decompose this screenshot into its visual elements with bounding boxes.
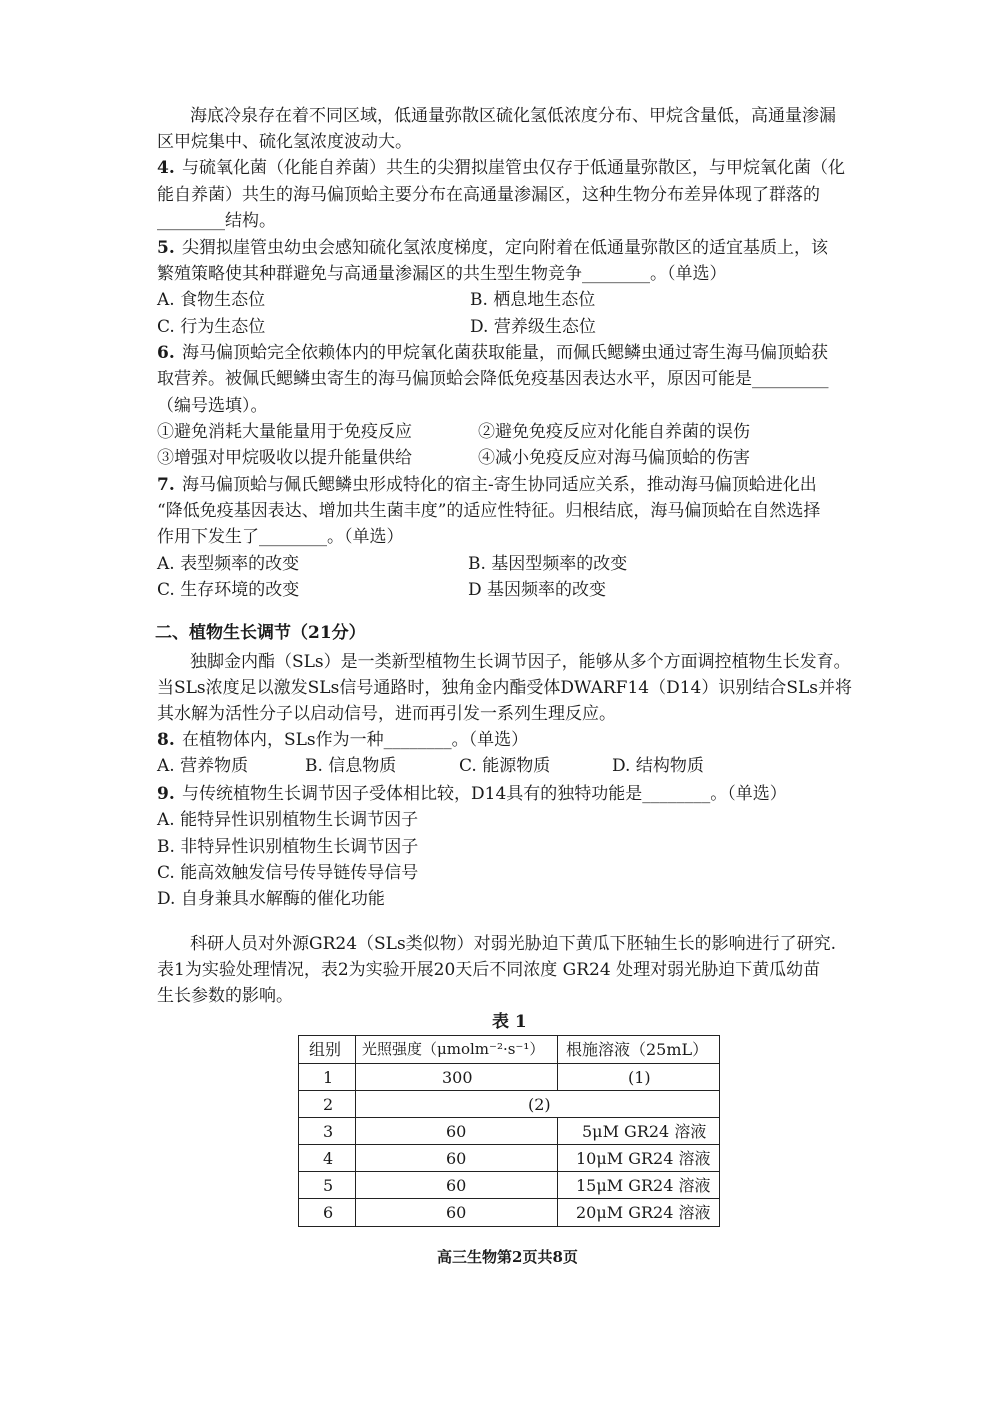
q5-option-d: D. 营养级生态位 [470, 317, 596, 337]
table-cell [298, 1198, 356, 1227]
q8-option-c: C. 能源物质 [459, 756, 551, 776]
table-cell [298, 1144, 356, 1172]
q4-line-1: 与硫氧化菌（化能自养菌）共生的尖猬拟崖管虫仅存于低通量弥散区，与甲烷氧化菌（化 [182, 158, 845, 178]
table-row-1-solution: (1) [628, 1068, 651, 1087]
table-cell [355, 1144, 558, 1172]
q6-number: 6. [157, 343, 175, 363]
experiment-line-2: 表1为实验处理情况，表2为实验开展20天后不同浓度 GR24 处理对弱光胁迫下黄瓜幼苗 [157, 960, 821, 980]
q6-option-4: ④减小免疫反应对海马偏顶蛤的伤害 [478, 448, 750, 468]
q4-number: 4. [157, 158, 175, 178]
q7-option-a: A. 表型频率的改变 [157, 554, 300, 574]
q7-option-c: C. 生存环境的改变 [157, 580, 300, 600]
section-2-heading: 二、植物生长调节（21分） [155, 623, 366, 643]
table-cell [298, 1063, 356, 1091]
intro-line-1: 海底冷泉存在着不同区域，低通量弥散区硫化氢低浓度分布、甲烷含量低，高通量渗漏 [190, 106, 836, 126]
intro-line-2: 区甲烷集中、硫化氢浓度波动大。 [157, 132, 412, 152]
table-row-1-light: 300 [442, 1068, 473, 1087]
q6-option-1: ①避免消耗大量能量用于免疫反应 [157, 422, 412, 442]
table-cell [355, 1198, 558, 1227]
table-header-cell [557, 1035, 720, 1064]
q8-text: 在植物体内，SLs作为一种________。（单选） [182, 730, 529, 750]
table-row-5-group: 5 [323, 1176, 334, 1195]
q5-option-a: A. 食物生态位 [157, 290, 266, 310]
q8-option-b: B. 信息物质 [305, 756, 397, 776]
q7-option-b: B. 基因型频率的改变 [468, 554, 628, 574]
q9-number: 9. [157, 784, 175, 804]
table-row-3-light: 60 [446, 1122, 467, 1141]
table-row-2-group: 2 [323, 1095, 334, 1114]
table-row-6-solution: 20μM GR24 溶液 [576, 1203, 711, 1222]
q6-line-1: 海马偏顶蛤完全依赖体内的甲烷氧化菌获取能量，而佩氏鳃鳞虫通过寄生海马偏顶蛤获 [182, 343, 828, 363]
table-row-5-solution: 15μM GR24 溶液 [576, 1176, 711, 1195]
table-row-4-light: 60 [446, 1149, 467, 1168]
section-2-line-2: 当SLs浓度足以激发SLs信号通路时，独角金内酯受体DWARF14（D14）识别结合SLs并将 [157, 678, 852, 698]
page-footer: 高三生物第2页共8页 [437, 1248, 578, 1266]
q9-option-b: B. 非特异性识别植物生长调节因子 [157, 837, 419, 857]
q8-option-a: A. 营养物质 [157, 756, 249, 776]
table-row-1-group: 1 [323, 1068, 334, 1087]
experiment-line-3: 生长参数的影响。 [157, 986, 293, 1006]
table-cell [557, 1063, 720, 1091]
section-2-line-3: 其水解为活性分子以启动信号，进而再引发一系列生理反应。 [157, 704, 616, 724]
q5-number: 5. [157, 238, 175, 258]
experiment-line-1: 科研人员对外源GR24（SLs类似物）对弱光胁迫下黄瓜下胚轴生长的影响进行了研究. [190, 934, 837, 954]
table-row-6-light: 60 [446, 1203, 467, 1222]
q9-option-a: A. 能特异性识别植物生长调节因子 [157, 810, 419, 830]
q5-option-b: B. 栖息地生态位 [470, 290, 596, 310]
table-header-solution: 根施溶液（25mL） [566, 1040, 709, 1059]
table-row-3-group: 3 [323, 1122, 334, 1141]
section-2-line-1: 独脚金内酯（SLs）是一类新型植物生长调节因子，能够从多个方面调控植物生长发育。 [190, 652, 851, 672]
q5-line-2: 繁殖策略使其种群避免与高通量渗漏区的共生型生物竞争________。（单选） [157, 264, 727, 284]
q5-option-c: C. 行为生态位 [157, 317, 266, 337]
table-merged-cell [355, 1090, 720, 1118]
table-header-group: 组别 [309, 1040, 342, 1059]
q7-line-3: 作用下发生了________。（单选） [157, 527, 404, 547]
q9-text: 与传统植物生长调节因子受体相比较，D14具有的独特功能是________。（单选） [182, 784, 787, 804]
table-cell [298, 1171, 356, 1199]
table-header-cell [355, 1035, 558, 1064]
table-header-cell [298, 1035, 356, 1064]
table-row-6-group: 6 [323, 1203, 334, 1222]
q6-line-3: （编号选填）。 [157, 396, 268, 416]
table-row-2-merged: (2) [528, 1095, 551, 1114]
q9-option-c: C. 能高效触发信号传导链传导信号 [157, 863, 419, 883]
q4-line-3: ________结构。 [157, 211, 276, 231]
q7-number: 7. [157, 475, 175, 495]
table-cell [298, 1090, 356, 1118]
q7-option-d: D 基因频率的改变 [468, 580, 607, 600]
table-row-4-solution: 10μM GR24 溶液 [576, 1149, 711, 1168]
table-row-5-light: 60 [446, 1176, 467, 1195]
q6-option-2: ②避免免疫反应对化能自养菌的误伤 [478, 422, 750, 442]
table-row-3-solution: 5μM GR24 溶液 [582, 1122, 707, 1141]
table-cell [355, 1171, 558, 1199]
table-cell [557, 1117, 720, 1145]
q8-number: 8. [157, 730, 175, 750]
table-cell [355, 1117, 558, 1145]
table-row-4-group: 4 [323, 1149, 334, 1168]
table-cell [355, 1063, 558, 1091]
table-cell [557, 1198, 720, 1227]
table-header-light: 光照强度（μmolm⁻²·s⁻¹） [362, 1040, 545, 1058]
q6-option-3: ③增强对甲烷吸收以提升能量供给 [157, 448, 412, 468]
q4-line-2: 能自养菌）共生的海马偏顶蛤主要分布在高通量渗漏区，这种生物分布差异体现了群落的 [157, 185, 820, 205]
q7-line-2: “降低免疫基因表达、增加共生菌丰度”的适应性特征。归根结底，海马偏顶蛤在自然选择 [157, 501, 821, 521]
table-cell [557, 1171, 720, 1199]
table-1-caption: 表 1 [492, 1012, 527, 1032]
q5-line-1: 尖猬拟崖管虫幼虫会感知硫化氢浓度梯度，定向附着在低通量弥散区的适宜基质上，该 [182, 238, 828, 258]
q6-line-2: 取营养。被佩氏鳃鳞虫寄生的海马偏顶蛤会降低免疫基因表达水平，原因可能是_________ [157, 369, 829, 389]
table-cell [557, 1144, 720, 1172]
q7-line-1: 海马偏顶蛤与佩氏鳃鳞虫形成特化的宿主-寄生协同适应关系，推动海马偏顶蛤进化出 [182, 475, 817, 495]
q8-option-d: D. 结构物质 [612, 756, 704, 776]
table-cell [298, 1117, 356, 1145]
q9-option-d: D. 自身兼具水解酶的催化功能 [157, 889, 385, 909]
